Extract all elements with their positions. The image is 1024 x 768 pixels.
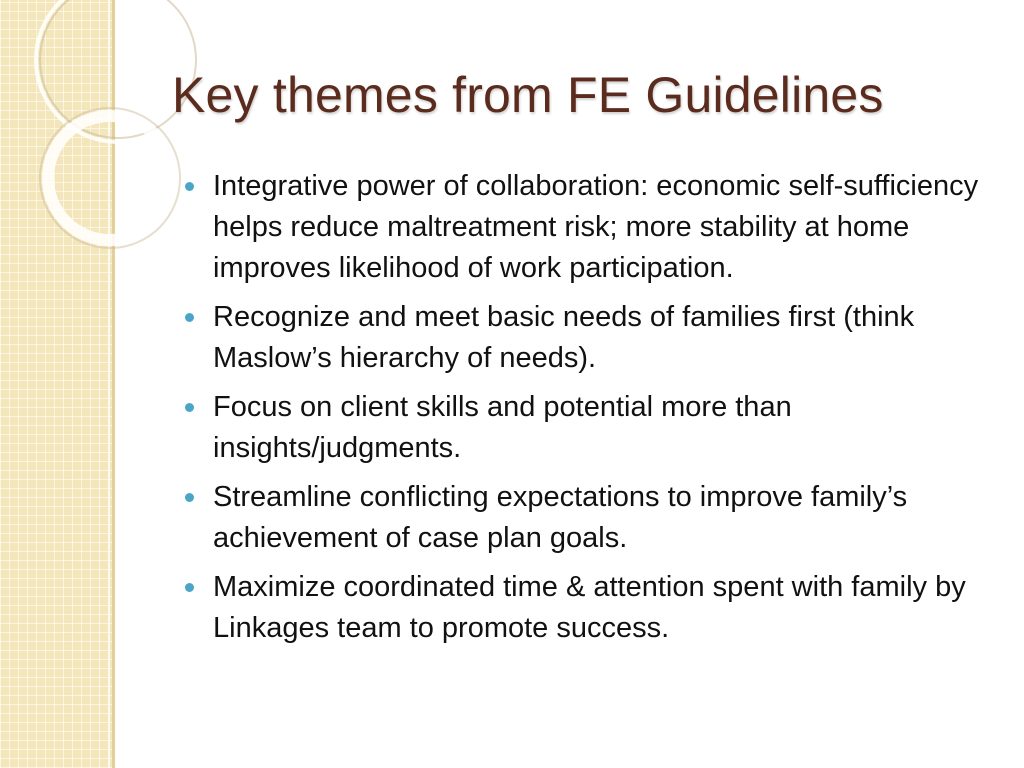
bullet-text: Integrative power of collaboration: economic self-sufficiency helps reduce maltreatment risk; more stability at home improves likelihood of work participation.: [213, 170, 979, 284]
side-panel-highlight: [108, 0, 110, 768]
bullet-item: [182, 297, 982, 379]
bullet-text: Maximize coordinated time & attention spent with family by Linkages team to promote success.: [213, 571, 966, 644]
bullet-dot-icon: [185, 493, 194, 502]
slide-title: Key themes from FE Guidelines: [172, 67, 884, 123]
bullet-list: [182, 166, 982, 657]
bullet-dot-icon: [185, 182, 194, 191]
bullet-text: Focus on client skills and potential more than insights/judgments.: [213, 391, 792, 464]
bullet-text: Recognize and meet basic needs of families first (think Maslow’s hierarchy of needs).: [213, 301, 915, 374]
bullet-dot-icon: [185, 313, 194, 322]
bullet-text: Streamline conflicting expectations to improve family’s achievement of case plan goals.: [213, 481, 908, 554]
bullet-dot-icon: [185, 583, 194, 592]
bullet-item: [182, 477, 982, 559]
bullet-dot-icon: [185, 403, 194, 412]
bullet-item: [182, 166, 982, 289]
bullet-item: [182, 567, 982, 649]
bullet-item: [182, 387, 982, 469]
decorative-side-panel: [0, 0, 112, 768]
side-panel-edge: [112, 0, 115, 768]
